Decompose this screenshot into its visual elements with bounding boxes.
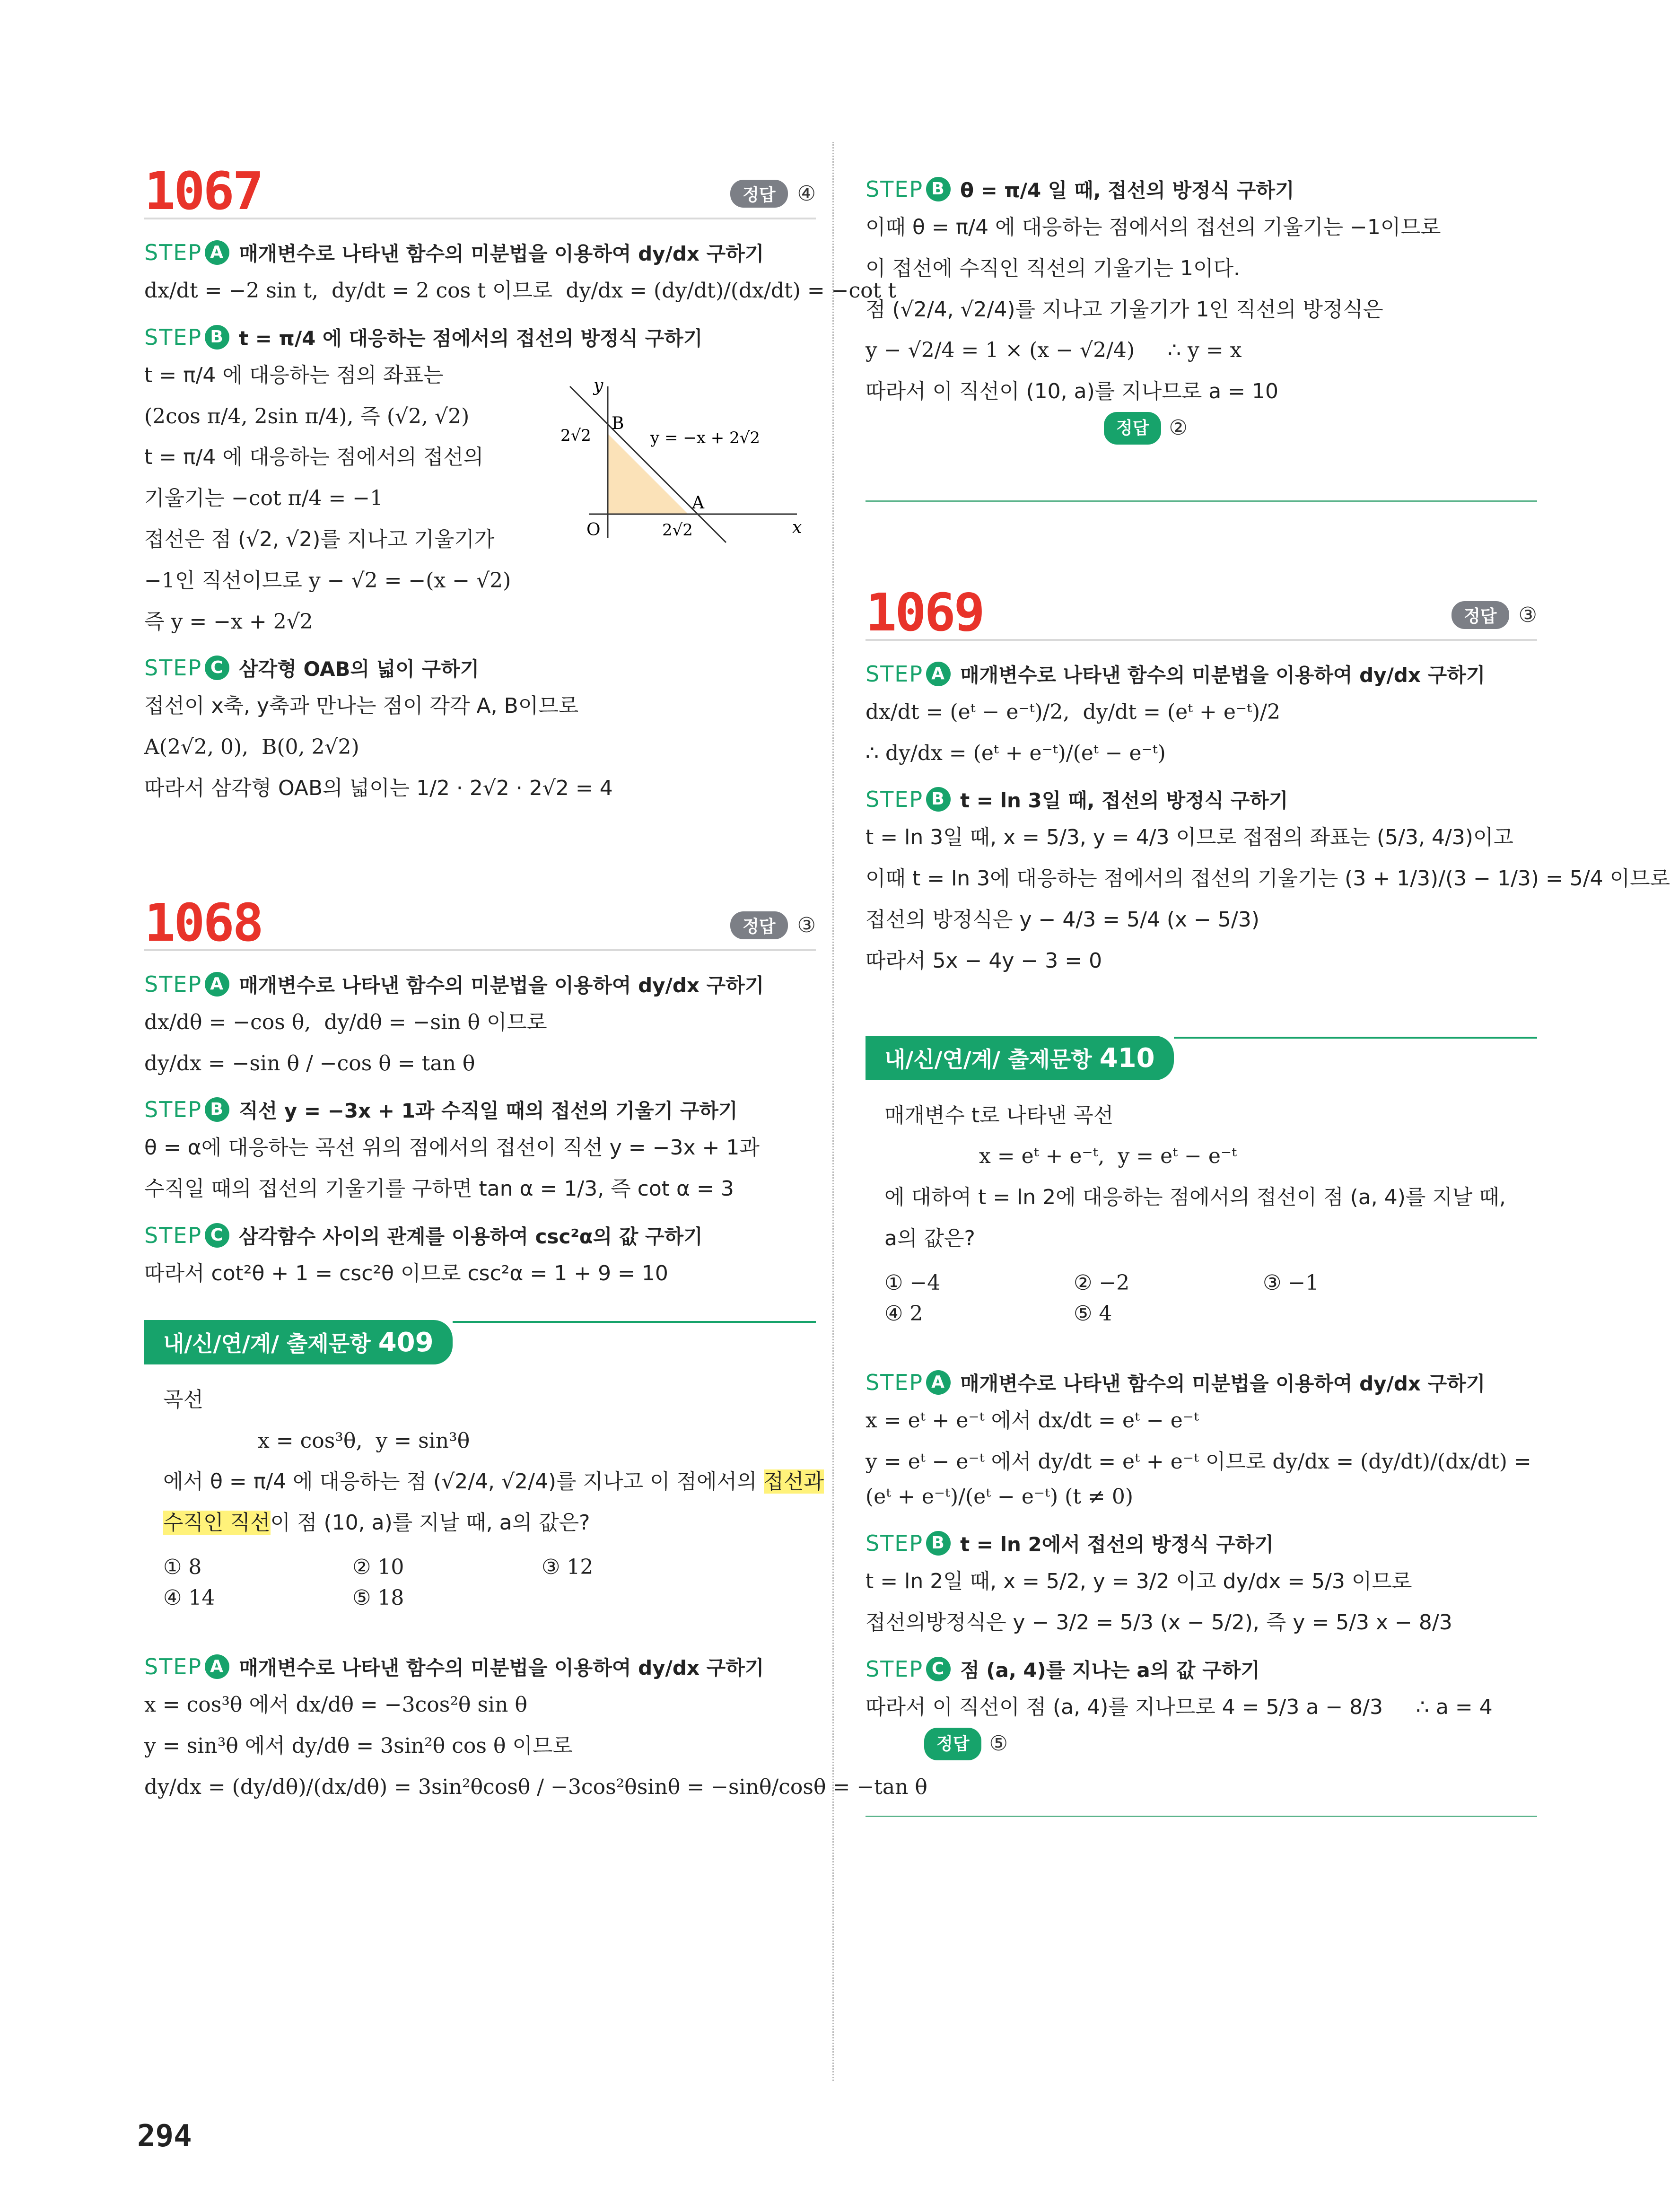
origin-label: O [586,520,601,540]
problem-header [866,573,1537,641]
step-title: t = ln 2에서 접선의 방정식 구하기 [960,1533,1274,1556]
answer-label: 정답 [924,1728,982,1760]
point-b-label: B [612,413,624,433]
solution-line: 즉 y = −x + 2√2 [144,609,313,634]
answer-label: 정답 [730,180,788,208]
y-intercept-label: 2√2 [560,426,591,445]
step-title: t = π/4 에 대응하는 점에서의 접선의 방정식 구하기 [239,326,703,350]
step-badge: B [205,1097,229,1122]
step-b [144,323,816,351]
solution-line: dx/dθ = −cos θ, dy/dθ = −sin θ 이므로 [144,1010,547,1034]
solution-line: 기울기는 −cot π/4 = −1 [144,486,384,511]
problem-number: 1069 [866,582,983,643]
question-line: a의 값은? [884,1226,975,1250]
step-label: STEP B [144,1097,229,1122]
solution-line: y = eᵗ − e⁻ᵗ 에서 dy/dt = eᵗ + e⁻ᵗ 이므로 dy/dx = (dy/dt)/(dx/dt) = (eᵗ + e⁻ᵗ)/(eᵗ − e⁻ᵗ) (t ≠ 0) [866,1449,1531,1509]
problem-number: 1067 [144,161,262,221]
problem-number: 1068 [144,892,262,953]
answer-value: ② [1169,416,1188,440]
choice[interactable]: ⑤ 4 [1074,1301,1112,1326]
step-title: θ = π/4 일 때, 접선의 방정식 구하기 [960,179,1294,202]
choice[interactable]: ④ 2 [884,1301,923,1326]
choices [163,1555,797,1610]
step-badge: C [205,656,229,680]
solution-line: 점 (√2/4, √2/4)를 지나고 기울기가 1인 직선의 방정식은 [866,297,1383,322]
step-title: 매개변수로 나타낸 함수의 미분법을 이용하여 dy/dx 구하기 [239,1656,764,1679]
step-title: 삼각함수 사이의 관계를 이용하여 csc²α의 값 구하기 [239,1224,703,1248]
solution-line: 따라서 5x − 4y − 3 = 0 [866,948,1102,973]
step-label: STEP A [866,1370,951,1395]
solution-line: 따라서 cot²θ + 1 = csc²θ 이므로 csc²α = 1 + 9 = 10 [144,1261,668,1285]
step-badge: A [926,662,951,686]
solution-line: 이때 θ = π/4 에 대응하는 점에서의 접선의 기울기는 −1이므로 [866,215,1441,239]
tangent-line-label: y = −x + 2√2 [650,428,761,447]
solution-line: x = cos³θ 에서 dx/dθ = −3cos²θ sin θ [144,1692,527,1717]
solution-line: t = ln 3일 때, x = 5/3, y = 4/3 이므로 접점의 좌표는 (5/3, 4/3)이고 [866,825,1513,850]
tangent-graph [560,377,806,547]
highlight: 수직인 직선 [163,1511,271,1535]
step-a [144,1652,816,1681]
choice[interactable]: ① 8 [163,1555,202,1579]
step-label: STEP A [144,240,229,265]
exam-header [866,1036,1537,1080]
solution-line: ∴ dy/dx = (eᵗ + e⁻ᵗ)/(eᵗ − e⁻ᵗ) [866,741,1166,765]
question-line: 에 대하여 t = ln 2에 대응하는 점에서의 접선이 점 (a, 4)를 지날 때, [884,1185,1506,1210]
solution-line: dx/dt = −2 sin t, dy/dt = 2 cos t 이므로 dy/dx = (dy/dt)/(dx/dt) = −cot t [144,279,897,303]
answer-tag [1104,411,1188,446]
step-label: STEP B [866,787,951,812]
tangent-line [570,386,726,542]
solution-line: 접선의방정식은 y − 3/2 = 5/3 (x − 5/2), 즉 y = 5/3 x − 8/3 [866,1610,1452,1635]
exam-label: 내/신/연/계/ 출제문항 410 [866,1036,1174,1080]
problem-1068 [144,883,816,1292]
step-b [866,785,1537,813]
solution-line: A(2√2, 0), B(0, 2√2) [144,735,359,760]
step-a [866,1368,1537,1397]
step-title: 매개변수로 나타낸 함수의 미분법을 이용하여 dy/dx 구하기 [239,973,764,997]
answer-tag [730,180,816,208]
question-line: x = eᵗ + e⁻ᵗ, y = eᵗ − e⁻ᵗ [979,1144,1237,1169]
solution-line: y = sin³θ 에서 dy/dθ = 3sin²θ cos θ 이므로 [144,1733,573,1758]
solution-line: dx/dt = (eᵗ − e⁻ᵗ)/2, dy/dt = (eᵗ + e⁻ᵗ)/2 [866,699,1280,724]
solution-line: 접선은 점 (√2, √2)를 지나고 기울기가 [144,527,495,551]
step-a [144,970,816,998]
answer-tag [730,911,816,939]
right-column [866,0,1670,1817]
step-badge: C [205,1223,229,1248]
step-label: STEP A [144,971,229,997]
answer-label: 정답 [1104,412,1162,445]
problem-1067 [144,151,897,806]
solution-line: 접선의 방정식은 y − 4/3 = 5/4 (x − 5/3) [866,907,1259,932]
solution-line: 접선이 x축, y축과 만나는 점이 각각 A, B이므로 [144,694,579,718]
step-label: STEP A [144,1654,229,1679]
exam-rule [453,1321,816,1323]
step-title: 매개변수로 나타낸 함수의 미분법을 이용하여 dy/dx 구하기 [960,1372,1486,1395]
step-badge: B [926,177,951,201]
step-label: STEP C [866,1656,951,1682]
answer-value: ④ [797,182,816,206]
step-badge: A [205,972,229,997]
question-line: 에서 θ = π/4 에 대응하는 점 (√2/4, √2/4)를 지나고 이 점에서의 접선과 [163,1469,824,1494]
solution-line: t = ln 2일 때, x = 5/2, y = 3/2 이고 dy/dx = 5/3 이므로 [866,1569,1412,1594]
step-c [144,1221,816,1250]
step-b [866,1529,1537,1557]
solution-line: x = eᵗ + e⁻ᵗ 에서 dx/dt = eᵗ − e⁻ᵗ [866,1408,1199,1433]
solution-line: 따라서 이 직선이 점 (a, 4)를 지나므로 4 = 5/3 a − 8/3 ∴ a = 4 정답 ⑤ [866,1690,1537,1797]
step-label: STEP B [866,176,951,202]
page-number: 294 [137,2119,192,2154]
step-c [144,654,816,682]
answer-label: 정답 [730,911,788,939]
solution-line: −1인 직선이므로 y − √2 = −(x − √2) [144,568,511,593]
point-a-label: A [692,493,704,513]
step-c [866,1655,1537,1683]
solution-line: (2cos π/4, 2sin π/4), 즉 (√2, √2) [144,404,470,428]
solution-line: 이때 t = ln 3에 대응하는 점에서의 접선의 기울기는 (3 + 1/3)/(3 − 1/3) = 5/4 이므로 [866,866,1670,891]
step-badge: B [205,325,229,350]
answer-label: 정답 [1451,601,1509,629]
step-title: 매개변수로 나타낸 함수의 미분법을 이용하여 dy/dx 구하기 [960,663,1486,687]
step-title: 점 (a, 4)를 지나는 a의 값 구하기 [960,1658,1260,1682]
solution-line: 이 접선에 수직인 직선의 기울기는 1이다. [866,256,1240,280]
problem-header [144,883,816,951]
choice[interactable]: ⑤ 18 [352,1585,404,1610]
x-intercept-label: 2√2 [662,520,693,540]
exam-409-solution-continued [866,175,1537,502]
choice[interactable]: ② −2 [1074,1270,1130,1295]
step-title: 삼각형 OAB의 넓이 구하기 [239,657,480,681]
step-label: STEP C [144,655,229,681]
choice[interactable]: ② 10 [352,1555,404,1579]
choices [884,1271,1518,1326]
step-b [866,175,1537,203]
exam-body [144,1364,824,1619]
exam-header [144,1320,816,1364]
step-badge: B [926,787,951,812]
exam-label: 내/신/연/계/ 출제문항 409 [144,1320,453,1364]
solution-line: 따라서 삼각형 OAB의 넓이는 1/2 · 2√2 · 2√2 = 4 [144,776,613,800]
highlight: 접선과 [763,1469,824,1494]
answer-tag [1451,601,1537,629]
solution-line: t = π/4 에 대응하는 점에서의 접선의 [144,445,484,470]
solution-line: 따라서 이 직선이 (10, a)를 지나므로 a = 10 정답 ② [866,374,1537,481]
solution-line: dy/dx = −sin θ / −cos θ = tan θ [144,1051,475,1075]
question-line: 매개변수 t로 나타낸 곡선 [884,1103,1114,1128]
step-label: STEP C [144,1223,229,1248]
step-badge: A [205,1654,229,1679]
exam-body [866,1080,1537,1335]
step-label: STEP B [144,324,229,350]
step-title: 매개변수로 나타낸 함수의 미분법을 이용하여 dy/dx 구하기 [239,242,764,265]
exam-rule [1174,1037,1537,1039]
solution-line: θ = α에 대응하는 곡선 위의 점에서의 접선이 직선 y = −3x + 1과 [144,1136,760,1160]
question-line: 수직인 직선이 점 (10, a)를 지날 때, a의 값은? [163,1511,590,1535]
step-badge: C [926,1657,951,1681]
solution-line: t = π/4 에 대응하는 점의 좌표는 [144,363,444,387]
answer-tag [924,1726,1008,1762]
step-badge: A [926,1370,951,1395]
step-badge: B [926,1531,951,1556]
step-label: STEP A [866,661,951,687]
answer-value: ③ [1518,603,1537,627]
step-b [144,1095,816,1124]
problem-1069 [866,573,1670,979]
solution-line: dy/dx = (dy/dθ)/(dx/dθ) = 3sin²θcosθ / −3cos²θsinθ = −sinθ/cosθ = −tan θ [144,1775,927,1799]
solution-line: y − √2/4 = 1 × (x − √2/4) ∴ y = x [866,338,1242,363]
solution-line: 수직일 때의 접선의 기울기를 구하면 tan α = 1/3, 즉 cot α = 3 [144,1177,734,1201]
step-a [144,238,816,267]
y-axis-label: y [594,376,603,395]
step-badge: A [205,240,229,265]
choice[interactable]: ④ 14 [163,1585,215,1610]
step-label: STEP B [866,1530,951,1556]
question-line: 곡선 [163,1387,204,1412]
choice[interactable]: ③ −1 [1263,1270,1319,1295]
question-line: x = cos³θ, y = sin³θ [258,1428,470,1453]
step-title: 직선 y = −3x + 1과 수직일 때의 접선의 기울기 구하기 [239,1099,738,1123]
exam-problem-410 [866,1036,1537,1818]
step-title: t = ln 3일 때, 접선의 방정식 구하기 [960,789,1288,813]
x-axis-label: x [792,517,802,537]
step-a [866,660,1537,688]
choice[interactable]: ③ 12 [542,1555,594,1579]
choice[interactable]: ① −4 [884,1270,941,1295]
problem-header [144,151,816,219]
section-end-rule [866,1816,1537,1817]
answer-value: ⑤ [989,1731,1008,1756]
answer-value: ③ [797,913,816,937]
